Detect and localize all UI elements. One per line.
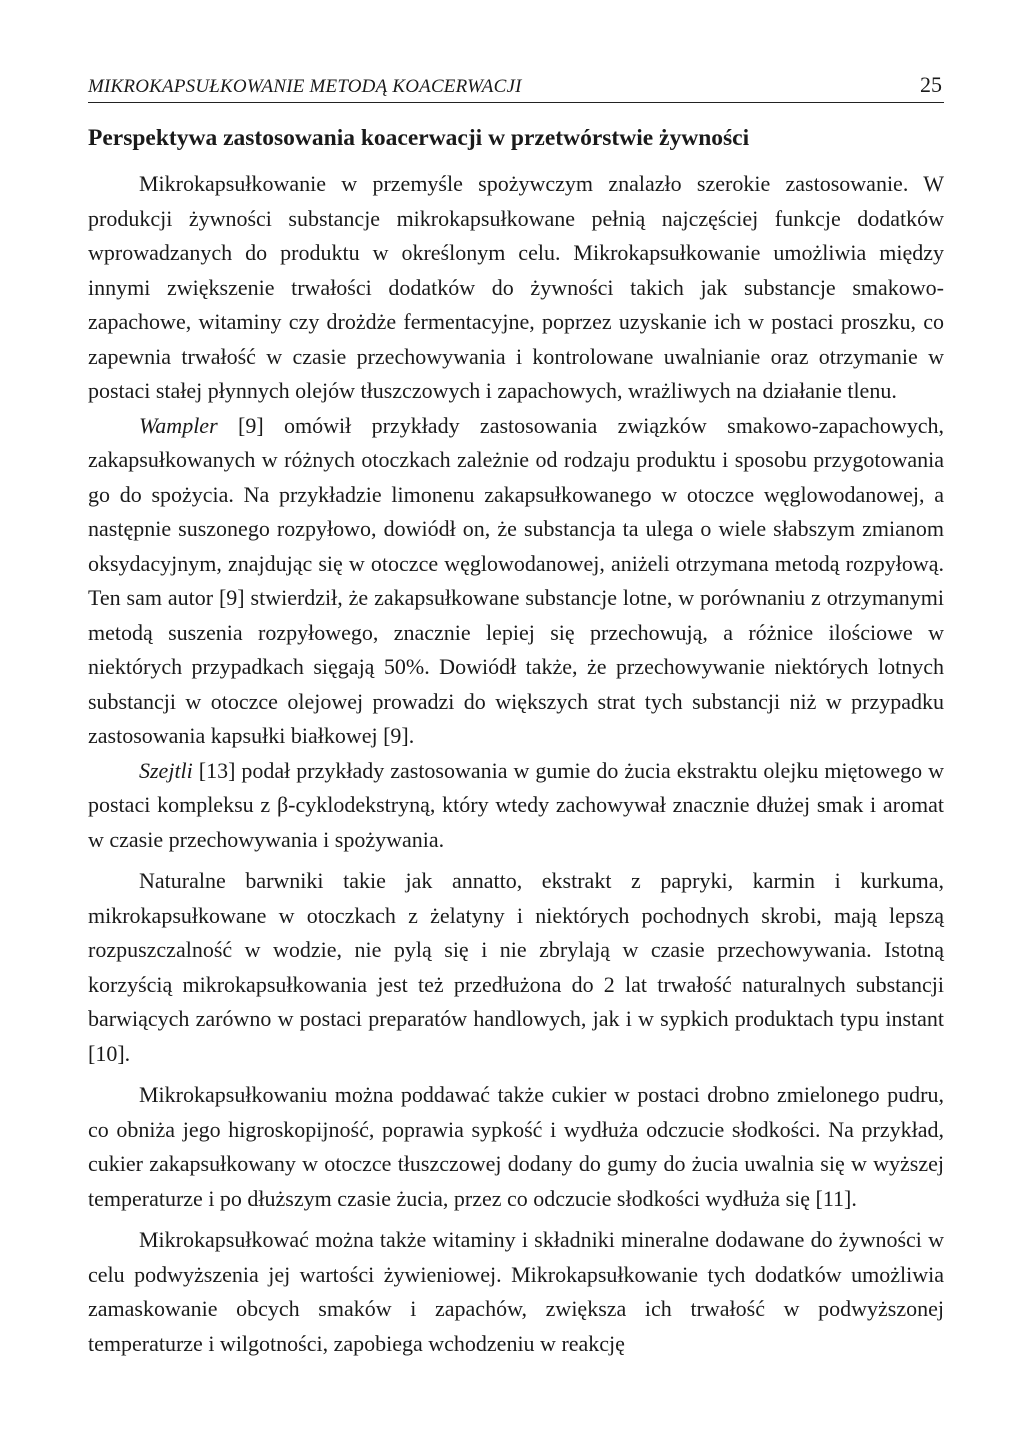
paragraph-text: Naturalne barwniki takie jak annatto, ekstrakt z papryki, karmin i kurkuma, mikrokapsułkowane w otoczkach z żelatyny i niektórych pochodnych skrobi, mają lepszą rozpuszczalność w wodzie, nie pylą się i nie zbrylają w czasie przechowywania. Istotną korzyścią mikrokapsułkowania jest też przedłużona do 2 lat trwałość naturalnych substancji barwiących zarówno w postaci preparatów handlowych, jak i w sypkich produktach typu instant [10]. bbox=[88, 868, 944, 1066]
section-heading: Perspektywa zastosowania koacerwacji w przetwórstwie żywności bbox=[88, 125, 750, 151]
paragraph-3 bbox=[88, 754, 944, 858]
paragraph-text: [9] omówił przykłady zastosowania związków smakowo-zapachowych, zakapsułkowanych w różnych otoczkach zależnie od rodzaju produktu i sposobu przygotowania go do spożycia. Na przykładzie limonenu zakapsułkowanego w otoczce węglowodanowej, a następnie suszonego rozpyłowo, dowiódł on, że substancja ta ulega o wiele słabszym zmianom oksydacyjnym, znajdując się w otoczce węglowodanowej, aniżeli otrzymana metodą rozpyłową. Ten sam autor [9] stwierdził, że zakapsułkowane substancje lotne, w porównaniu z otrzymanymi metodą suszenia rozpyłowego, znacznie lepiej się przechowują, a różnice ilościowe w niektórych przypadkach sięgają 50%. Dowiódł także, że przechowywanie niektórych lotnych substancji w otoczce olejowej prowadzi do większych strat tych substancji niż w przypadku zastosowania kapsułki białkowej [9]. bbox=[88, 412, 944, 748]
paragraph-text: Mikrokapsułkowanie w przemyśle spożywczym znalazło szerokie zastosowanie. W produkcji żywności substancje mikrokapsułkowane pełnią najczęściej funkcje dodatków wprowadzanych do produktu w określonym celu. Mikrokapsułkowanie umożliwia między innymi zwiększenie trwałości dodatków do żywności takich jak substancje smakowo-zapachowe, witaminy czy drożdże fermentacyjne, poprzez uzyskanie ich w postaci proszku, co zapewnia trwałość w czasie przechowywania i kontrolowane uwalnianie oraz otrzymanie w postaci stałej płynnych olejów tłuszczowych i zapachowych, wrażliwych na działanie tlenu. bbox=[88, 171, 944, 403]
running-title: MIKROKAPSUŁKOWANIE METODĄ KOACERWACJI bbox=[88, 76, 522, 97]
paragraph-text: Mikrokapsułkowaniu można poddawać także cukier w postaci drobno zmielonego pudru, co obniża jego higroskopijność, poprawia sypkość i wydłuża odczucie słodkości. Na przykład, cukier zakapsułkowany w otoczce tłuszczowej dodany do gumy do żucia uwalnia się w wyższej temperaturze i po dłuższym czasie żucia, przez co odczucie słodkości wydłuża się [11]. bbox=[88, 1082, 944, 1211]
paragraph-text: [13] podał przykłady zastosowania w gumie do żucia ekstraktu olejku miętowego w postaci kompleksu z β-cyklodekstryną, który wtedy zachowywał znacznie dłużej smak i aromat w czasie przechowywania i spożywania. bbox=[88, 757, 944, 852]
running-header bbox=[88, 72, 944, 103]
paragraph-1 bbox=[88, 167, 944, 409]
document-page bbox=[88, 72, 944, 1361]
paragraph-6 bbox=[88, 1223, 944, 1361]
author-name: Wampler bbox=[139, 412, 218, 438]
paragraph-2 bbox=[88, 409, 944, 754]
author-name: Szejtli bbox=[139, 757, 193, 783]
page-number: 25 bbox=[920, 72, 942, 97]
paragraph-4 bbox=[88, 864, 944, 1071]
paragraph-5 bbox=[88, 1078, 944, 1216]
paragraph-text: Mikrokapsułkować można także witaminy i składniki mineralne dodawane do żywności w celu podwyższenia jej wartości żywieniowej. Mikrokapsułkowanie tych dodatków umożliwia zamaskowanie obcych smaków i zapachów, zwiększa ich trwałość w podwyższonej temperaturze i wilgotności, zapobiega wchodzeniu w reakcję bbox=[88, 1227, 944, 1356]
